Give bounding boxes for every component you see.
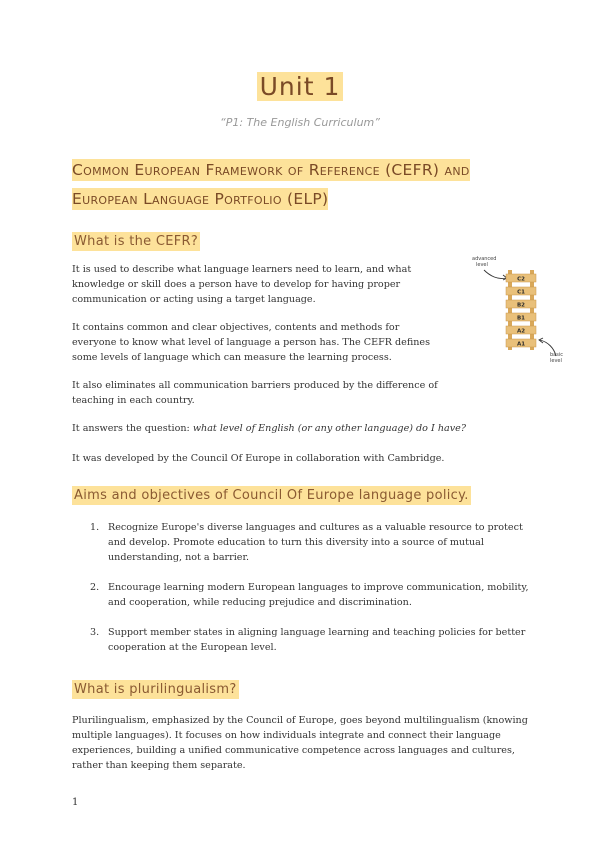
heading-aims-objectives: Aims and objectives of Council Of Europe language policy. (74, 488, 469, 503)
heading-what-is-cefr: What is the CEFR? (74, 234, 199, 249)
ladder-level-label: C2 (517, 276, 525, 283)
ladder-bottom-note-line1: basic (550, 352, 563, 358)
unit-subtitle: “P1: The English Curriculum” (220, 116, 380, 129)
list-item (90, 580, 530, 610)
ladder-level-label: A2 (516, 328, 526, 335)
paragraph-cefr-barriers: It also eliminates all communication barriers produced by the difference of teaching in each country. (72, 380, 438, 406)
ladder-level-label: C1 (517, 289, 525, 296)
page-number: 1 (72, 797, 79, 808)
question-italic: what level of English (or any other language) do I have? (192, 423, 466, 434)
paragraph-cefr-contents: It contains common and clear objectives, contents and methods for everyone to know what level of language a person has. The CEFR defines some levels of language which can measure the learning process. (72, 322, 430, 363)
list-item-text: Encourage learning modern European languages to improve communication, mobility, and cooperation, while reducing prejudice and discrimination. (108, 582, 529, 608)
paragraph-plurilingualism: Plurilingualism, emphasized by the Council of Europe, goes beyond multilingualism (knowing multiple languages). It focuses on how individuals integrate and connect their language experiences, building a unified communicative competence across languages and cultures, rather than keeping them separate. (72, 715, 528, 771)
ladder-level-label: B2 (516, 302, 526, 309)
list-item (90, 520, 530, 565)
paragraph-cefr-purpose: It is used to describe what language learners need to learn, and what knowledge or skill does a person have to develop for having proper communication or acting using a target language. (72, 264, 412, 305)
unit-title: Unit 1 (0, 72, 600, 101)
list-item (90, 625, 530, 655)
ladder-level-label: B1 (516, 315, 526, 322)
ladder-top-note-line1: advanced (472, 256, 497, 262)
ladder-level-label: A1 (516, 341, 526, 348)
list-item-text: Support member states in aligning language learning and teaching policies for better cooperation at the European level. (108, 627, 526, 653)
paragraph-cefr-origin: It was developed by the Council Of Europe in collaboration with Cambridge. (72, 453, 445, 464)
paragraph-cefr-question: It answers the question: what level of English (or any other language) do I have? (72, 423, 466, 434)
ladder-bottom-note-line2: level (550, 358, 562, 364)
section-heading-cefr-elp: Common European Framework of Reference (CEFR) and European Language Portfolio (ELP) (72, 161, 470, 208)
ladder-top-arrow (484, 270, 506, 279)
heading-plurilingualism: What is plurilingualism? (74, 682, 237, 697)
ladder-top-note (472, 256, 498, 268)
list-item-number: 1. (90, 522, 100, 533)
cefr-ladder-figure (470, 252, 566, 364)
ladder-top-note-line2: level (476, 262, 488, 268)
list-item-number: 2. (90, 582, 100, 593)
ladder-bottom-note (550, 352, 565, 364)
list-item-number: 3. (90, 627, 100, 638)
list-item-text: Recognize Europe's diverse languages and cultures as a valuable resource to protect and develop. Promote education to turn this diversity into a source of mutual understanding, not a barrier. (108, 522, 523, 563)
